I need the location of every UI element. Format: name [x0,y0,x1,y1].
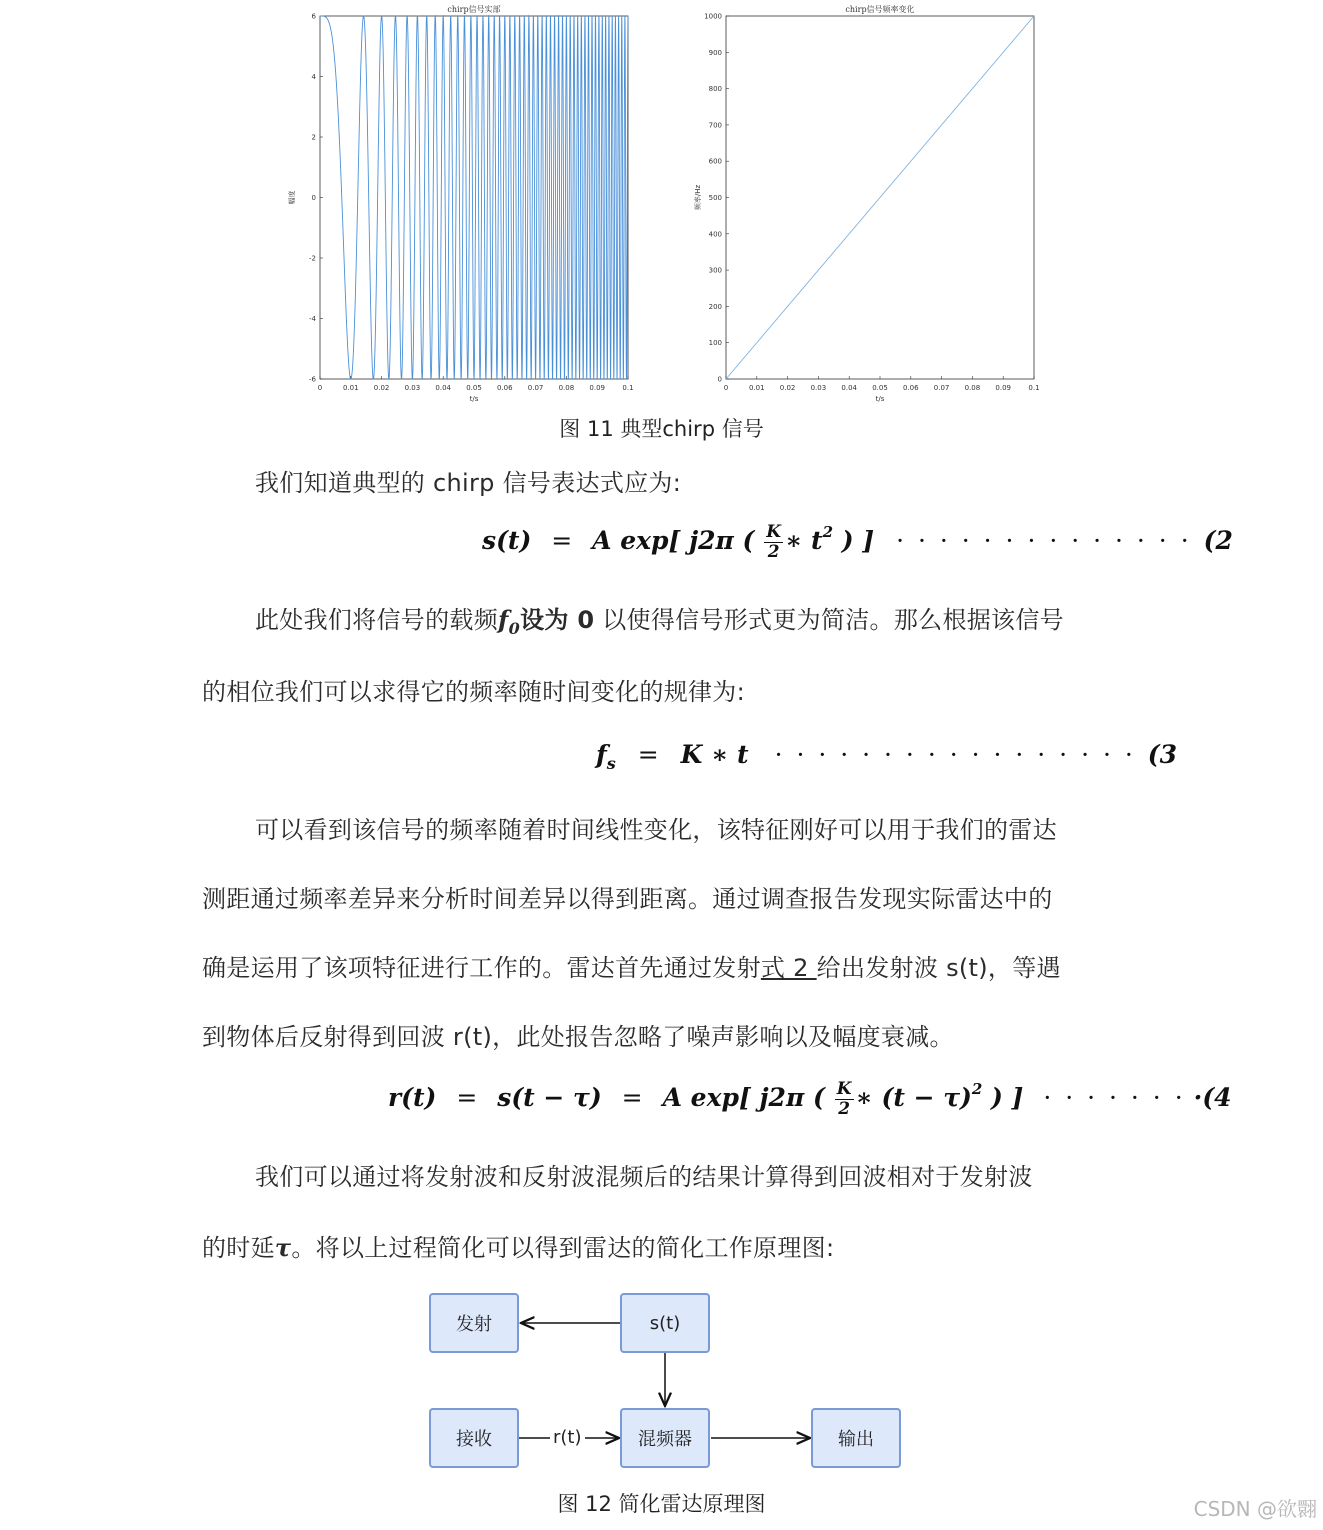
eq4-sup: 2 [971,1080,983,1098]
eq2-dots: · · · · · · · · · · · · · · [896,526,1192,555]
paragraph-mixing: 我们可以通过将发射波和反射波混频后的结果计算得到回波相对于发射波 [255,1163,1033,1191]
y-tick-label: 300 [708,266,722,275]
eq2-number: (2 [1203,526,1233,555]
p2-text-b: 设为 0 [520,606,595,634]
x-tick-label: 0.03 [404,384,421,392]
y-tick-label: 500 [708,194,722,202]
eq3-dots: · · · · · · · · · · · · · · · · · [774,740,1136,769]
eq2-numerator: K [766,522,782,542]
eq4-pre: A exp[ j2π ( [662,1083,825,1112]
eq2-lhs: s(t) [482,526,532,555]
x-tick-label: 0.04 [435,384,451,392]
edge-label-echo: r(t) [550,1427,585,1448]
y-tick-label: 100 [708,339,722,348]
y-tick-label: -6 [309,375,316,384]
eq2-mid: ∗ t [785,526,823,555]
eq4-numerator: K [836,1079,852,1099]
y-axis-label: 幅度 [288,190,296,205]
y-tick-label: 2 [311,133,316,142]
x-tick-label: 0.02 [373,384,390,392]
paragraph-echo: 到物体后反射得到回波 r(t)，此处报告忽略了噪声影响以及幅度衰减。 [202,1023,954,1051]
figure-12-caption: 图 12 简化雷达原理图 [557,1492,766,1516]
node-receive: 接收 [429,1408,519,1468]
eq3-equals: = [637,740,659,769]
eq4-post2: ) ] [982,1083,1024,1112]
x-tick-label: 0.04 [841,384,857,392]
y-tick-label: 700 [708,121,722,130]
x-tick-label: 0.06 [497,384,513,392]
p2-text-c: 以使得信号形式更为简洁。那么根据该信号 [594,606,1064,634]
eq2-denominator: 2 [767,542,780,562]
csdn-watermark: CSDN @欲翾 [1193,1497,1317,1521]
x-tick-label: 0.05 [872,384,888,392]
eq3-sub: s [606,754,616,773]
x-tick-label: 0.08 [964,384,981,392]
paragraph-ranging: 测距通过频率差异来分析时间差异以得到距离。通过调查报告发现实际雷达中的 [202,885,1053,913]
eq4-equals-2: = [621,1083,643,1112]
y-tick-label: 400 [708,230,722,239]
y-tick-label: 4 [311,73,316,81]
eq2-post: ) ] [833,526,875,555]
y-tick-label: -4 [309,315,316,323]
x-tick-label: 0 [723,384,729,392]
p2-text-a: 此处我们将信号的载频 [255,606,498,634]
x-tick-label: 0.1 [622,384,634,392]
x-tick-label: 0.08 [558,384,575,392]
eq4-dots: · · · · · · · [1043,1083,1186,1112]
x-tick-label: 0.05 [466,384,482,392]
x-axis-label: t/s [469,395,479,403]
x-tick-label: 0.06 [903,384,919,392]
eq4-equals-1: = [456,1083,478,1112]
y-tick-label: 0 [311,194,316,202]
x-tick-label: 0.07 [933,384,950,392]
y-tick-label: 200 [708,302,722,311]
chart-title: chirp信号频率变化 [845,5,915,14]
x-tick-label: 0.07 [527,384,544,392]
y-tick-label: 900 [708,48,722,57]
eq2-sup: 2 [822,523,834,541]
y-tick-label: 600 [708,157,722,166]
x-tick-label: 0.02 [779,384,796,392]
p9-text-b: 。将以上过程简化可以得到雷达的简化工作原理图: [291,1234,835,1262]
x-tick-label: 0.09 [589,384,605,392]
x-tick-label: 0 [317,384,323,392]
p9-text-a: 的时延 [202,1234,275,1262]
chart-title: chirp信号实部 [447,5,501,14]
y-tick-label: 800 [708,85,722,94]
x-tick-label: 0.01 [343,384,359,392]
eq2-pre: A exp[ j2π ( [592,526,755,555]
eq4-mid: s(t − τ) [497,1083,602,1112]
eq3-rhs: K ∗ t [680,740,749,769]
equation-2-reference-link[interactable]: 式 2 [760,954,817,982]
p2-f-sub: 0 [508,619,521,638]
x-tick-label: 0.03 [810,384,827,392]
eq3-f: f [596,740,607,769]
eq4-post1: ∗ (t − τ) [855,1083,972,1112]
p2-f: f [498,605,509,634]
eq4-denominator: 2 [838,1099,851,1119]
y-axis-label: 频率/Hz [694,184,702,211]
eq4-number: ·(4 [1193,1083,1232,1112]
node-output: 输出 [811,1408,901,1468]
y-tick-label: 6 [311,12,316,21]
x-axis-label: t/s [875,395,885,403]
x-tick-label: 0.1 [1028,384,1040,392]
y-tick-label: 0 [717,375,722,384]
paragraph-linear: 可以看到该信号的频率随着时间线性变化，该特征刚好可以用于我们的雷达 [255,816,1057,844]
y-tick-label: 1000 [704,12,722,21]
paragraph-phase: 的相位我们可以求得它的频率随时间变化的规律为: [202,678,745,706]
node-mixer: 混频器 [620,1408,710,1468]
x-tick-label: 0.01 [749,384,765,392]
p9-tau: τ [274,1233,292,1262]
p6-text-b: 给出发射波 s(t)，等遇 [816,954,1061,982]
node-transmit: 发射 [429,1293,519,1353]
y-tick-label: -2 [309,254,316,263]
x-tick-label: 0.09 [995,384,1011,392]
eq2-equals: = [551,526,573,555]
eq4-lhs: r(t) [388,1083,437,1112]
node-source: s(t) [620,1293,710,1353]
figure-11-caption: 图 11 典型chirp 信号 [559,417,764,441]
eq3-number: (3 [1147,740,1177,769]
p6-text-a: 确是运用了该项特征进行工作的。雷达首先通过发射 [202,954,761,982]
paragraph-intro: 我们知道典型的 chirp 信号表达式应为: [255,469,682,497]
